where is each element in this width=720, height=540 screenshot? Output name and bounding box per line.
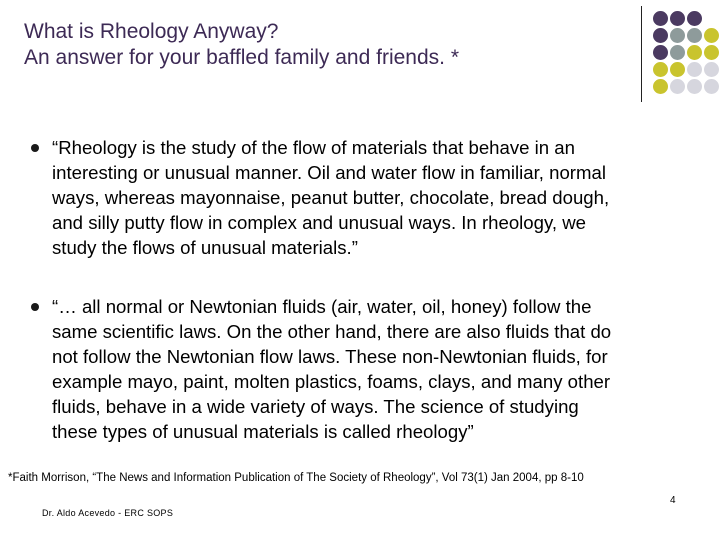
bullet-1-line: ways, whereas mayonnaise, peanut butter, chocolate, bread dough, xyxy=(52,187,610,208)
decor-dot xyxy=(653,28,668,43)
decor-dot xyxy=(704,28,719,43)
bullet-2-line: these types of unusual materials is called rheology” xyxy=(52,421,474,442)
slide-title-line-1: What is Rheology Anyway? xyxy=(24,20,279,43)
decor-dot xyxy=(670,79,685,94)
decor-dot xyxy=(653,62,668,77)
decor-dot xyxy=(653,45,668,60)
decor-dot xyxy=(687,62,702,77)
decor-dot xyxy=(687,45,702,60)
decor-dot xyxy=(653,11,668,26)
bullet-2-line: “… all normal or Newtonian fluids (air, water, oil, honey) follow the xyxy=(52,296,592,317)
decor-dot xyxy=(704,45,719,60)
bullet-2-line: example mayo, paint, molten plastics, foams, clays, and many other xyxy=(52,371,611,392)
decor-dot xyxy=(670,28,685,43)
decor-dot xyxy=(670,62,685,77)
decor-dot xyxy=(670,45,685,60)
bullet-1-line: and silly putty flow in complex and unusual ways. In rheology, we xyxy=(52,212,586,233)
bullet-2-line: same scientific laws. On the other hand, there are also fluids that do xyxy=(52,321,612,342)
bullet-2-line: fluids, behave in a wide variety of ways. The science of studying xyxy=(52,396,579,417)
decor-dot xyxy=(670,11,685,26)
bullet-paragraph-1 xyxy=(52,135,692,260)
decor-dot xyxy=(704,62,719,77)
bullet-marker xyxy=(31,144,39,152)
decor-dot xyxy=(687,11,702,26)
decor-dot xyxy=(653,79,668,94)
bullet-2-line: not follow the Newtonian flow laws. These non-Newtonian fluids, for xyxy=(52,346,608,367)
bullet-paragraph-2 xyxy=(52,294,692,444)
bullet-marker xyxy=(31,303,39,311)
decor-dot xyxy=(687,28,702,43)
page-number: 4 xyxy=(670,495,676,506)
bullet-1-line: “Rheology is the study of the flow of materials that behave in an xyxy=(52,137,575,158)
decorative-dot-grid xyxy=(0,0,720,110)
decor-dot xyxy=(704,79,719,94)
author-footer: Dr. Aldo Acevedo - ERC SOPS xyxy=(42,508,174,518)
decor-dot xyxy=(687,79,702,94)
bullet-1-line: study the flows of unusual materials.” xyxy=(52,237,358,258)
citation-footnote: *Faith Morrison, “The News and Information Publication of The Society of Rheology”, Vol 73(1) Jan 2004, pp 8-10 xyxy=(8,472,584,484)
slide-title-line-2: An answer for your baffled family and friends. * xyxy=(24,46,460,69)
bullet-1-line: interesting or unusual manner. Oil and water flow in familiar, normal xyxy=(52,162,606,183)
